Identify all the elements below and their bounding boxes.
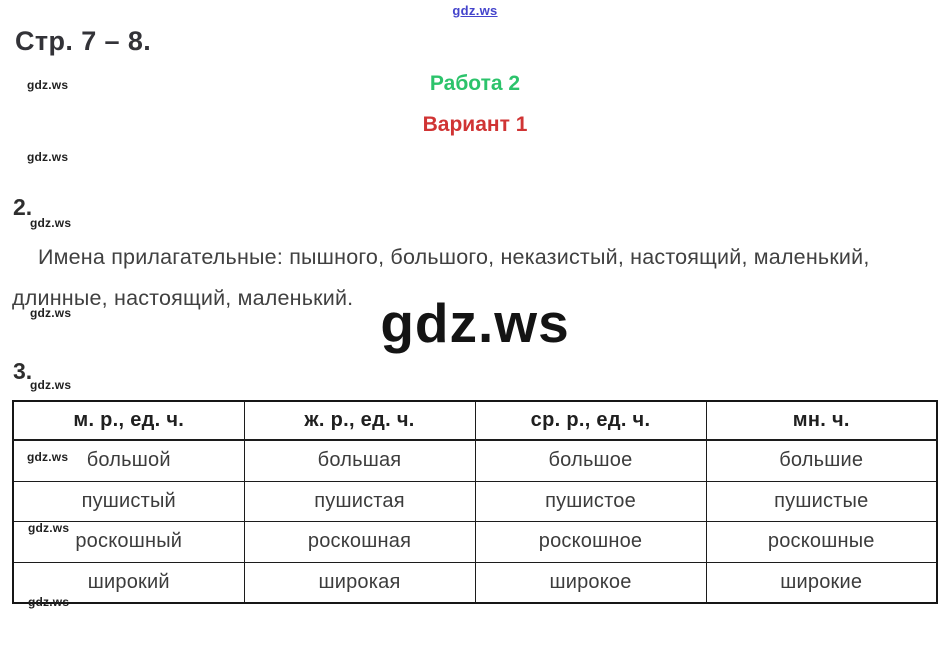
table-cell: роскошная xyxy=(244,522,475,563)
column-header: ср. р., ед. ч. xyxy=(475,401,706,440)
table-cell: широкий xyxy=(13,562,244,603)
watermark: gdz.ws xyxy=(30,378,72,392)
table-row xyxy=(13,522,937,563)
table-cell: роскошные xyxy=(706,522,937,563)
table-cell: большой xyxy=(13,440,244,481)
variant-title: Вариант 1 xyxy=(422,113,528,136)
big-watermark: gdz.ws xyxy=(380,292,570,354)
declension-table xyxy=(12,400,938,604)
table-row xyxy=(13,440,937,481)
page-reference: Стр. 7 – 8. xyxy=(15,26,152,56)
table-cell: большие xyxy=(706,440,937,481)
column-header: мн. ч. xyxy=(706,401,937,440)
table-cell: широкая xyxy=(244,562,475,603)
site-link[interactable]: gdz.ws xyxy=(452,3,498,18)
table-cell: широкое xyxy=(475,562,706,603)
answer-line: длинные, настоящий, маленький. xyxy=(12,286,354,310)
table-row xyxy=(13,562,937,603)
table-cell: большая xyxy=(244,440,475,481)
task-3-number: 3. xyxy=(13,358,33,384)
table-cell: роскошное xyxy=(475,522,706,563)
table-cell: большое xyxy=(475,440,706,481)
column-header: ж. р., ед. ч. xyxy=(244,401,475,440)
work-title: Работа 2 xyxy=(429,72,521,95)
table-row xyxy=(13,481,937,522)
table-cell: пушистая xyxy=(244,481,475,522)
task-2-number: 2. xyxy=(13,194,33,220)
watermark: gdz.ws xyxy=(27,78,69,92)
watermark: gdz.ws xyxy=(28,521,70,535)
table-cell: пушистые xyxy=(706,481,937,522)
watermark: gdz.ws xyxy=(27,150,69,164)
column-header: м. р., ед. ч. xyxy=(13,401,244,440)
table-header-row xyxy=(13,401,937,440)
table-cell: пушистое xyxy=(475,481,706,522)
table-cell: роскошный xyxy=(13,522,244,563)
table-cell: пушистый xyxy=(13,481,244,522)
table-cell: широкие xyxy=(706,562,937,603)
watermark: gdz.ws xyxy=(27,450,69,464)
watermark: gdz.ws xyxy=(30,216,72,230)
answer-line: Имена прилагательные: пышного, большого, неказистый, настоящий, маленький, xyxy=(38,245,870,269)
watermark: gdz.ws xyxy=(28,595,70,609)
declension-table-wrapper xyxy=(12,400,938,604)
watermark: gdz.ws xyxy=(30,306,72,320)
